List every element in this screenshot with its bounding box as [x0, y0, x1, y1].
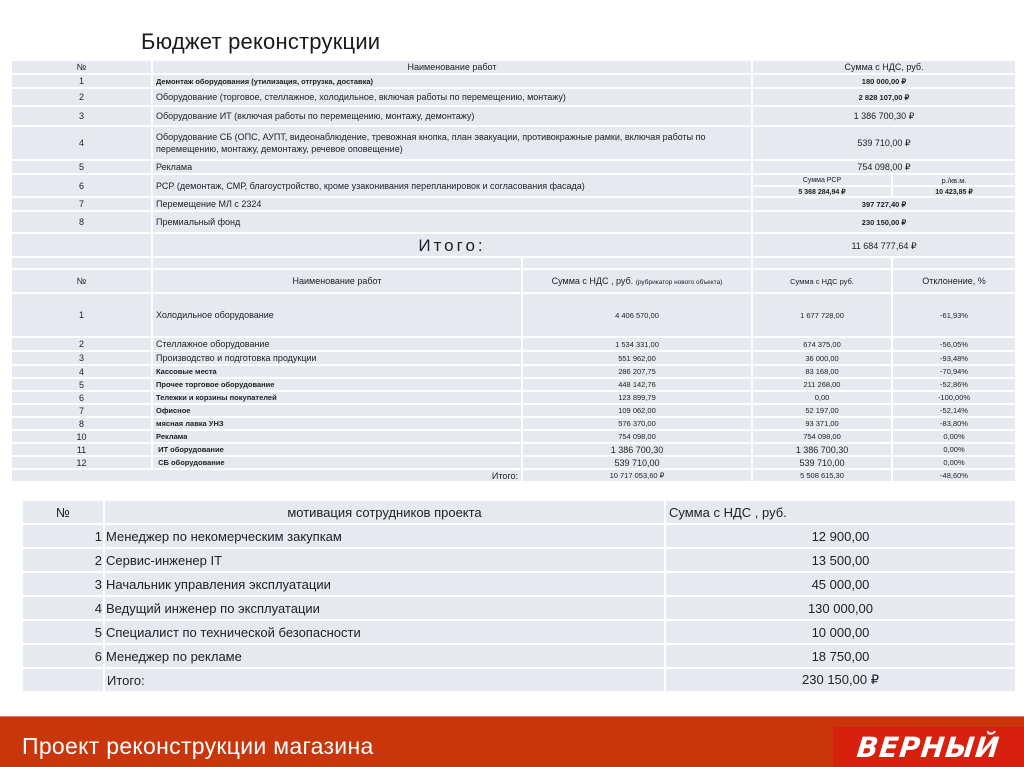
page-title: Бюджет реконструкции — [141, 29, 381, 54]
header-deviation: Отклонение, % — [892, 269, 1016, 293]
table-row — [22, 572, 1016, 596]
row-sum-new: 576 370,00 — [522, 417, 752, 430]
row-deviation: -61,93% — [892, 293, 1016, 337]
row-name: Перемещение МЛ с 2324 — [152, 197, 752, 211]
row-sum: 1 677 728,00 — [752, 293, 892, 337]
table-row — [11, 351, 1016, 365]
row-name: Прочее торговое оборудование — [152, 378, 522, 391]
total-label: Итого: — [11, 469, 522, 482]
table-row — [22, 524, 1016, 548]
header-name: Наименование работ — [152, 60, 752, 74]
empty-cell — [892, 257, 1016, 269]
header-sum-new — [522, 269, 752, 293]
row-num: 12 — [11, 456, 152, 469]
row-num: 4 — [11, 126, 152, 160]
row-name: Кассовые места — [152, 365, 522, 378]
row-sum: 52 197,00 — [752, 404, 892, 417]
row-name: РСР (демонтаж, СМР, благоустройство, кроме узаконивания перепланировок и согласования фасада) — [152, 174, 752, 197]
row-sum: 2 828 107,00 ₽ — [752, 88, 1016, 106]
row-name: Реклама — [152, 430, 522, 443]
row-name: СБ оборудование — [152, 456, 522, 469]
rsr-sum-value: 5 368 284,94 ₽ — [752, 186, 892, 197]
empty-cell — [522, 257, 752, 269]
row-num: 8 — [11, 211, 152, 233]
row-sum: 539 710,00 ₽ — [752, 126, 1016, 160]
row-num: 1 — [22, 524, 104, 548]
table-row — [22, 548, 1016, 572]
table-header-row — [22, 500, 1016, 524]
table-row — [11, 197, 1016, 211]
row-sum-new: 4 406 570,00 — [522, 293, 752, 337]
table-row — [11, 106, 1016, 126]
total-value: 230 150,00 ₽ — [665, 668, 1016, 692]
row-num: 1 — [11, 293, 152, 337]
empty-cell — [22, 668, 104, 692]
table-row — [11, 337, 1016, 351]
row-num: 5 — [11, 378, 152, 391]
row-sum-new: 109 062,00 — [522, 404, 752, 417]
table-row — [11, 126, 1016, 160]
table-row — [11, 74, 1016, 88]
total-label: Итого: — [104, 668, 665, 692]
row-sum: 674 375,00 — [752, 337, 892, 351]
row-sum: 211 268,00 — [752, 378, 892, 391]
row-sum-new: 286 207,75 — [522, 365, 752, 378]
row-deviation: -56,05% — [892, 337, 1016, 351]
row-name: Премиальный фонд — [152, 211, 752, 233]
table-row — [11, 443, 1016, 456]
row-name: Оборудование (торговое, стеллажное, холодильное, включая работы по перемещению, монтажу) — [152, 88, 752, 106]
row-name: Реклама — [152, 160, 752, 174]
total-sum-new: 10 717 053,60 ₽ — [522, 469, 752, 482]
row-sum-new: 551 962,00 — [522, 351, 752, 365]
row-num: 6 — [11, 174, 152, 197]
total-deviation: -48,60% — [892, 469, 1016, 482]
row-deviation: -70,94% — [892, 365, 1016, 378]
table-row — [11, 391, 1016, 404]
row-num: 2 — [11, 337, 152, 351]
row-num: 11 — [11, 443, 152, 456]
row-name: Оборудование СБ (ОПС, АУПТ, видеонаблюдение, тревожная кнопка, план эвакуации, противокражные рамки, включая работы по перемещению, монтажу, демонтажу, речевое оповещение) — [152, 126, 752, 160]
row-sum: 397 727,40 ₽ — [752, 197, 1016, 211]
row-sum-new: 448 142,76 — [522, 378, 752, 391]
header-num: № — [11, 269, 152, 293]
table-row — [22, 596, 1016, 620]
row-name: Менеджер по некомерческим закупкам — [104, 524, 665, 548]
row-num: 6 — [22, 644, 104, 668]
row-name: Ведущий инженер по эксплуатации — [104, 596, 665, 620]
row-name: Оборудование ИТ (включая работы по перемещению, монтажу, демонтажу) — [152, 106, 752, 126]
row-sum: 754 098,00 — [752, 430, 892, 443]
header-sum-new-label: Сумма с НДС , руб. — [551, 276, 634, 286]
total-label: Итого: — [152, 233, 752, 259]
table-row — [11, 88, 1016, 106]
table-row — [22, 620, 1016, 644]
row-sum: 93 371,00 — [752, 417, 892, 430]
row-sum: 18 750,00 — [665, 644, 1016, 668]
row-num: 5 — [22, 620, 104, 644]
row-deviation: 0,00% — [892, 430, 1016, 443]
row-name: Менеджер по рекламе — [104, 644, 665, 668]
header-sum: Сумма с НДС , руб. — [665, 500, 1016, 524]
header-name: мотивация сотрудников проекта — [104, 500, 665, 524]
row-sum-new: 1 534 331,00 — [522, 337, 752, 351]
row-sum: 180 000,00 ₽ — [752, 74, 1016, 88]
table-row — [22, 644, 1016, 668]
row-num: 6 — [11, 391, 152, 404]
row-name: Демонтаж оборудования (утилизация, отгрузка, доставка) — [152, 74, 752, 88]
row-sum: 539 710,00 — [752, 456, 892, 469]
row-num: 7 — [11, 404, 152, 417]
row-sum: 83 168,00 — [752, 365, 892, 378]
row-name: Начальник управления эксплуатации — [104, 572, 665, 596]
row-sum-new: 123 899,79 — [522, 391, 752, 404]
row-name: ИТ оборудование — [152, 443, 522, 456]
row-deviation: -93,48% — [892, 351, 1016, 365]
row-num: 2 — [11, 88, 152, 106]
row-sum: 230 150,00 ₽ — [752, 211, 1016, 233]
empty-cell — [752, 257, 892, 269]
row-name: Сервис-инженер IT — [104, 548, 665, 572]
row-sum: 1 386 700,30 — [752, 443, 892, 456]
row-num: 2 — [22, 548, 104, 572]
row-name: Офисное — [152, 404, 522, 417]
table-row — [11, 174, 1016, 186]
budget-table — [10, 59, 1017, 260]
footer-bar — [0, 716, 1024, 767]
row-sum: 12 900,00 — [665, 524, 1016, 548]
row-sum: 45 000,00 — [665, 572, 1016, 596]
row-num: 7 — [11, 197, 152, 211]
header-sum: Сумма с НДС, руб. — [752, 60, 1016, 74]
row-sum: 130 000,00 — [665, 596, 1016, 620]
header-num: № — [11, 60, 152, 74]
row-deviation: 0,00% — [892, 443, 1016, 456]
table-row — [11, 378, 1016, 391]
empty-cell — [11, 257, 152, 269]
motivation-table — [21, 499, 1017, 693]
total-row — [11, 469, 1016, 482]
row-sum: 36 000,00 — [752, 351, 892, 365]
row-sum: 13 500,00 — [665, 548, 1016, 572]
header-num: № — [22, 500, 104, 524]
total-value: 11 684 777,64 ₽ — [752, 233, 1016, 259]
brand-logo — [833, 727, 1024, 767]
row-name: Стеллажное оборудование — [152, 337, 522, 351]
row-name: Специалист по технической безопасности — [104, 620, 665, 644]
row-num: 8 — [11, 417, 152, 430]
row-sum: 0,00 — [752, 391, 892, 404]
row-sum: 10 000,00 — [665, 620, 1016, 644]
row-sum-new: 1 386 700,30 — [522, 443, 752, 456]
footer-title: Проект реконструкции магазина — [22, 733, 374, 759]
comparison-table — [10, 256, 1017, 483]
row-num: 3 — [11, 351, 152, 365]
row-sum: 1 386 700,30 ₽ — [752, 106, 1016, 126]
row-sum-new: 539 710,00 — [522, 456, 752, 469]
row-deviation: -100,00% — [892, 391, 1016, 404]
row-name: Холодильное оборудование — [152, 293, 522, 337]
row-name: Производство и подготовка продукции — [152, 351, 522, 365]
table-row — [11, 365, 1016, 378]
spacer-row — [11, 257, 1016, 269]
brand-logo-text: ВЕРНЫЙ — [855, 731, 1002, 764]
table-row — [11, 430, 1016, 443]
table-row — [11, 456, 1016, 469]
empty-cell — [152, 257, 522, 269]
table-row — [11, 417, 1016, 430]
row-num: 4 — [22, 596, 104, 620]
row-sum: 754 098,00 ₽ — [752, 160, 1016, 174]
rsr-per-sqm-value: 10 423,85 ₽ — [892, 186, 1016, 197]
row-num: 1 — [11, 74, 152, 88]
row-deviation: -52,86% — [892, 378, 1016, 391]
row-num: 5 — [11, 160, 152, 174]
rsr-per-sqm-header: р./кв.м. — [892, 174, 1016, 186]
row-num: 3 — [11, 106, 152, 126]
rsr-sum-header: Сумма РСР — [752, 174, 892, 186]
header-sum-new-note: (рубрикатор нового объекта) — [635, 279, 723, 286]
row-num: 3 — [22, 572, 104, 596]
row-deviation: 0,00% — [892, 456, 1016, 469]
table-header-row — [11, 269, 1016, 293]
row-name: Тележки и корзины покупателей — [152, 391, 522, 404]
row-num: 4 — [11, 365, 152, 378]
table-row — [11, 211, 1016, 233]
total-sum: 5 508 615,30 — [752, 469, 892, 482]
row-deviation: -52,14% — [892, 404, 1016, 417]
table-header-row — [11, 60, 1016, 74]
row-deviation: -83,80% — [892, 417, 1016, 430]
header-sum: Сумма с НДС руб. — [752, 269, 892, 293]
total-row — [22, 668, 1016, 692]
table-row — [11, 404, 1016, 417]
table-row — [11, 160, 1016, 174]
row-name: мясная лавка УНЗ — [152, 417, 522, 430]
table-row — [11, 293, 1016, 337]
row-sum-new: 754 098,00 — [522, 430, 752, 443]
row-num: 10 — [11, 430, 152, 443]
header-name: Наименование работ — [152, 269, 522, 293]
